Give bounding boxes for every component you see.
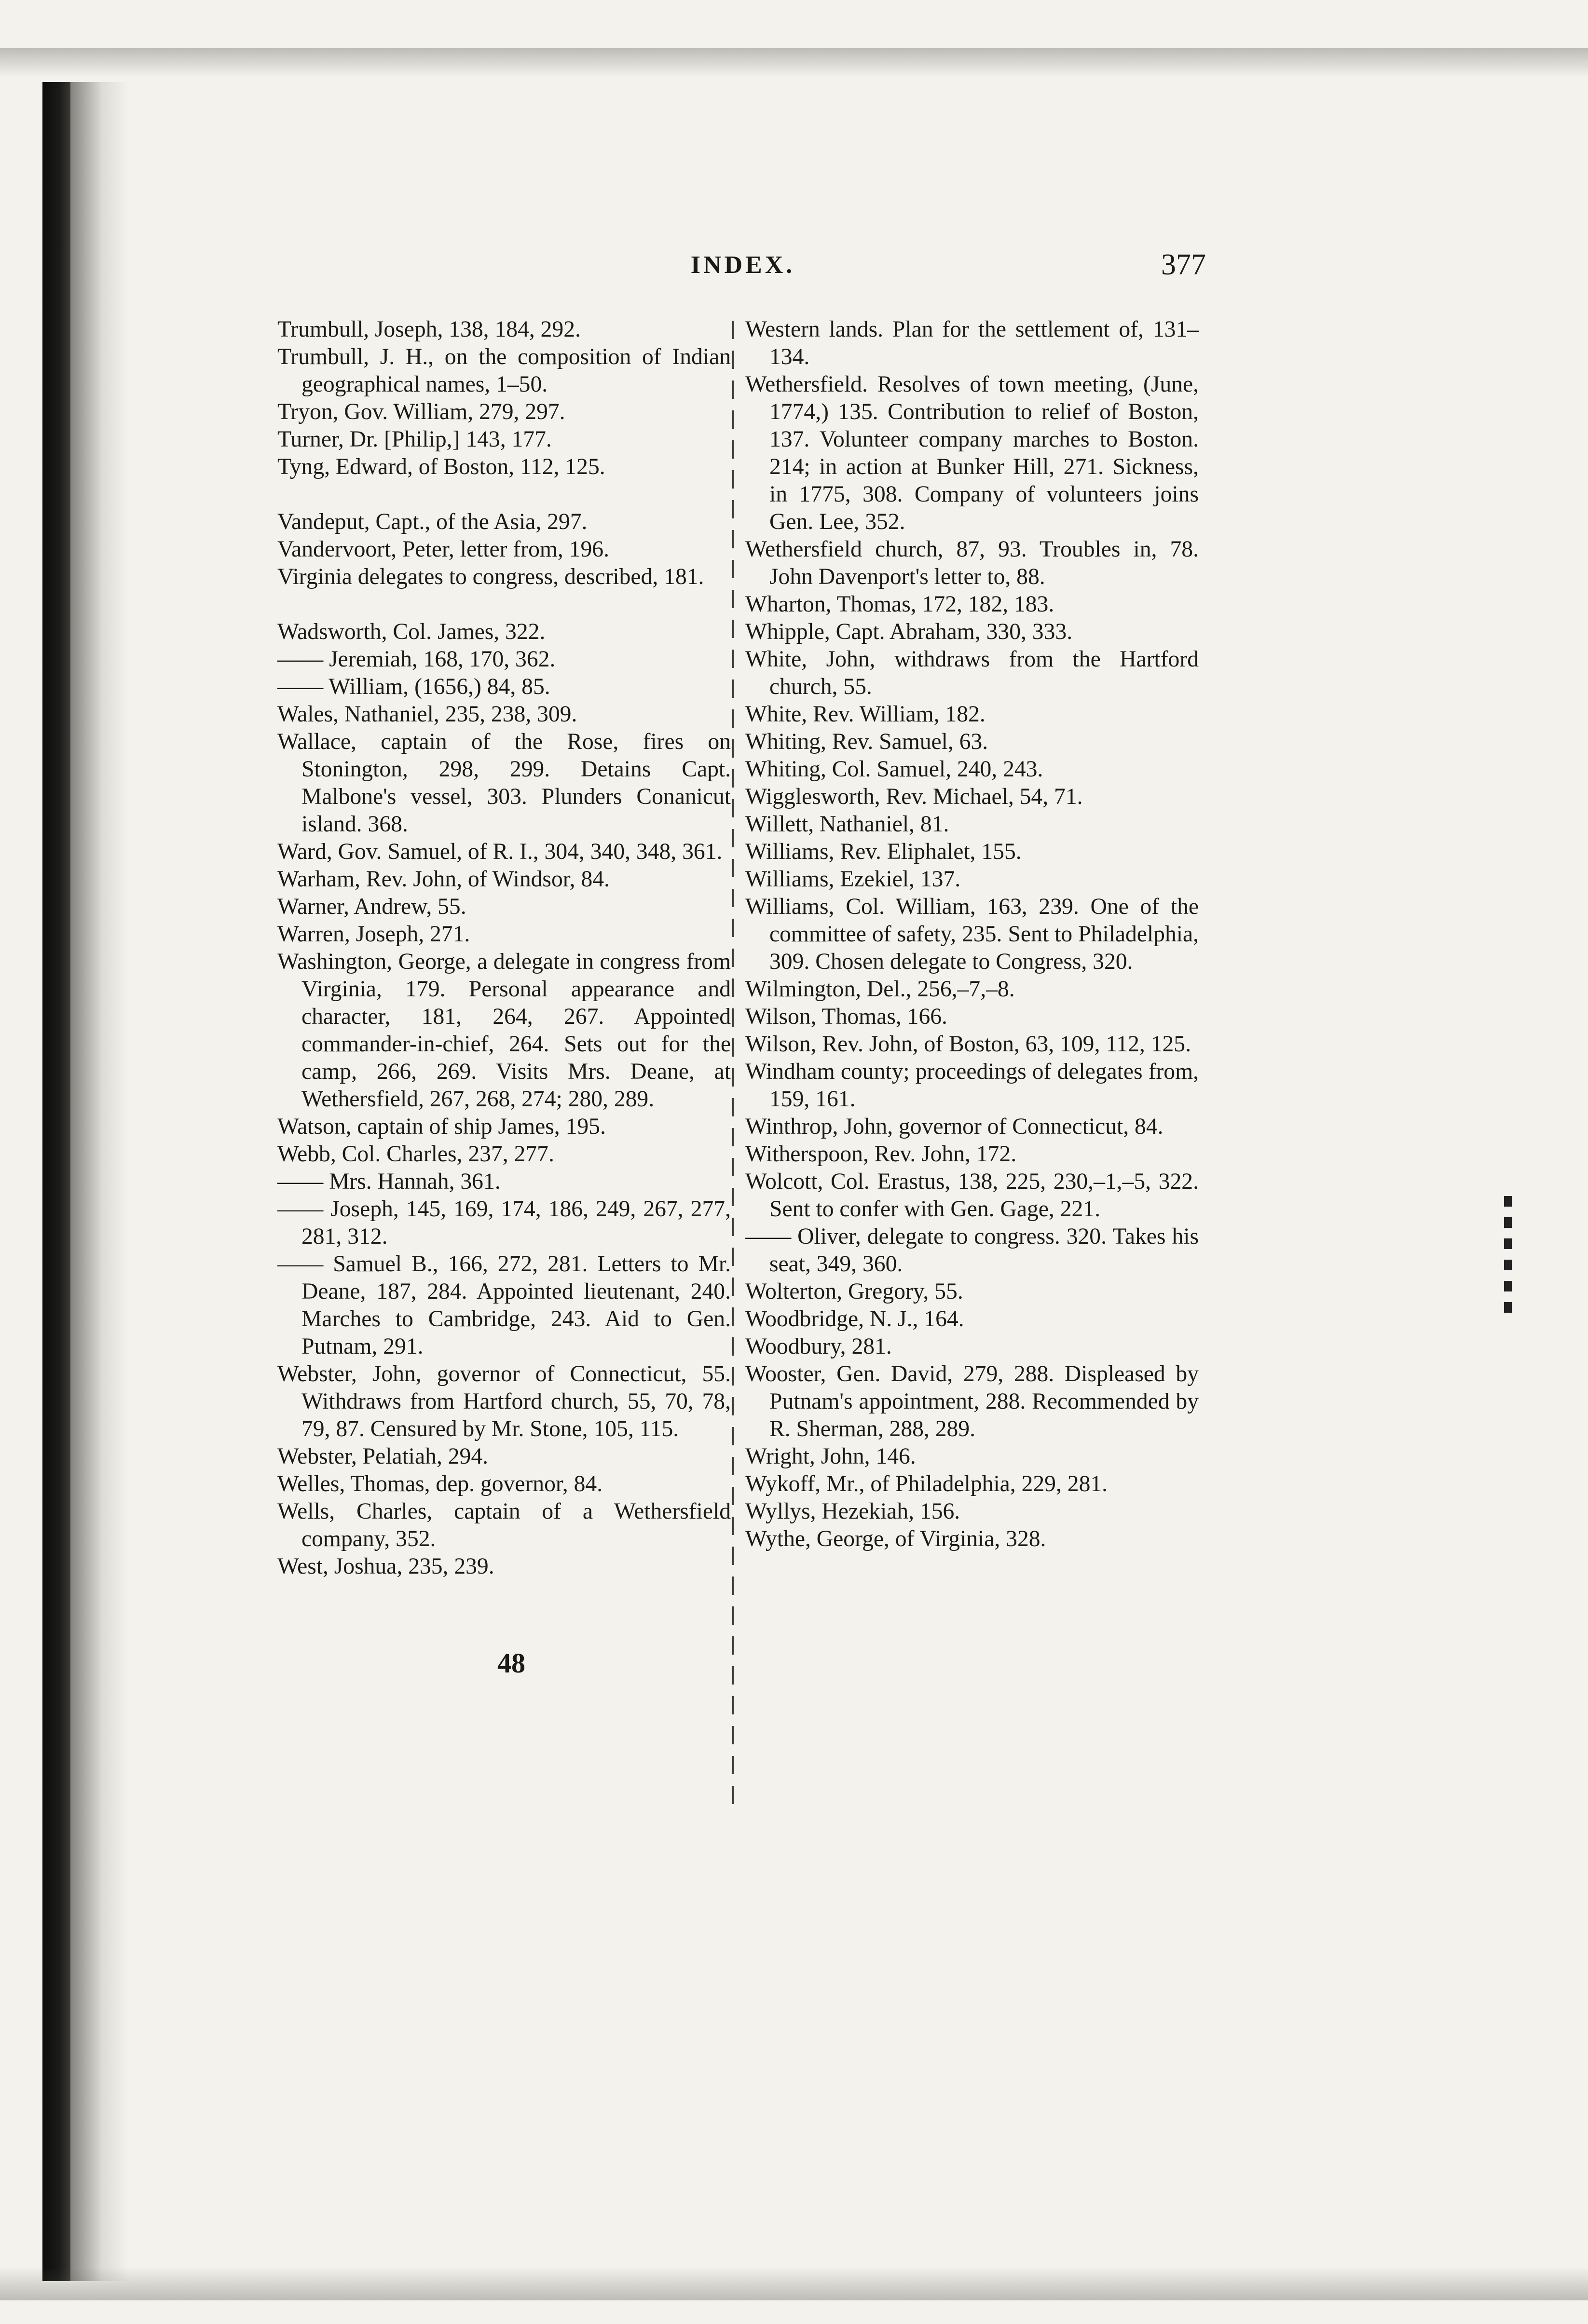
index-entry: Wethersfield church, 87, 93. Troubles in, 78. John Davenport's letter to, 88. xyxy=(745,537,1199,589)
index-entry: Whipple, Capt. Abraham, 330, 333. xyxy=(745,619,1073,644)
index-column-right xyxy=(745,316,1199,1553)
index-entry: West, Joshua, 235, 239. xyxy=(277,1554,494,1579)
page-bottom-shadow xyxy=(0,2267,1588,2300)
index-entry: Whiting, Rev. Samuel, 63. xyxy=(745,729,988,754)
index-entry: White, Rev. William, 182. xyxy=(745,702,986,727)
index-entry: Virginia delegates to congress, described, 181. xyxy=(277,564,704,589)
index-entry: Wilson, Thomas, 166. xyxy=(745,1004,947,1029)
index-entry: Witherspoon, Rev. John, 172. xyxy=(745,1142,1017,1167)
index-entry: Wharton, Thomas, 172, 182, 183. xyxy=(745,592,1054,617)
margin-marks xyxy=(1504,1196,1512,1321)
index-entry: Williams, Ezekiel, 137. xyxy=(745,867,961,892)
index-column-left xyxy=(277,316,731,1580)
index-entry: Washington, George, a delegate in congress from Virginia, 179. Personal appearance and character, 181, 264, 267. Appointed commander-in-chief, 264. Sets out for the camp, 266, 269. Visits Mrs. Deane, at Wethersfield, 267, 268, 274; 280, 289. xyxy=(277,949,731,1112)
index-entry: Ward, Gov. Samuel, of R. I., 304, 340, 348, 361. xyxy=(277,839,723,864)
index-entry: Trumbull, Joseph, 138, 184, 292. xyxy=(277,317,581,342)
index-entry: Warner, Andrew, 55. xyxy=(277,894,466,919)
index-entry: Woodbridge, N. J., 164. xyxy=(745,1306,964,1332)
index-entry: Webster, Pelatiah, 294. xyxy=(277,1444,489,1469)
index-entry: Tyng, Edward, of Boston, 112, 125. xyxy=(277,454,605,479)
index-entry: Trumbull, J. H., on the composition of Indian geographical names, 1–50. xyxy=(277,344,731,397)
index-entry: Western lands. Plan for the settlement of, 131–134. xyxy=(745,317,1199,369)
book-spine-edge xyxy=(42,82,70,2281)
index-entry: Winthrop, John, governor of Connecticut, 84. xyxy=(745,1114,1164,1139)
gutter-shadow xyxy=(70,82,128,2281)
index-entry: Wyllys, Hezekiah, 156. xyxy=(745,1499,960,1524)
index-entry: Warren, Joseph, 271. xyxy=(277,922,470,947)
index-entry: Windham county; proceedings of delegates from, 159, 161. xyxy=(745,1059,1199,1112)
index-entry: Turner, Dr. [Philip,] 143, 177. xyxy=(277,427,552,452)
index-entry: Wales, Nathaniel, 235, 238, 309. xyxy=(277,702,577,727)
index-entry: Williams, Col. William, 163, 239. One of the committee of safety, 235. Sent to Philadelphia, 309. Chosen delegate to Congress, 320. xyxy=(745,894,1199,974)
page-number: 377 xyxy=(1161,248,1206,281)
index-entry: Wells, Charles, captain of a Wethersfield company, 352. xyxy=(277,1499,731,1551)
index-entry: Woodbury, 281. xyxy=(745,1334,892,1359)
index-entry: Wadsworth, Col. James, 322. xyxy=(277,619,546,644)
index-entry: Wilmington, Del., 256,–7,–8. xyxy=(745,977,1015,1002)
index-entry: —— Samuel B., 166, 272, 281. Letters to Mr. Deane, 187, 284. Appointed lieutenant, 240. Marches to Cambridge, 243. Aid to Gen. Putnam, 291. xyxy=(277,1251,731,1359)
signature-mark: 48 xyxy=(497,1647,525,1679)
index-entry: Warham, Rev. John, of Windsor, 84. xyxy=(277,867,610,892)
index-entry: White, John, withdraws from the Hartford church, 55. xyxy=(745,647,1199,699)
index-entry: —— Joseph, 145, 169, 174, 186, 249, 267, 277, 281, 312. xyxy=(277,1196,731,1249)
index-entry: Wigglesworth, Rev. Michael, 54, 71. xyxy=(745,784,1083,809)
index-entry: Webster, John, governor of Connecticut, 55. Withdraws from Hartford church, 55, 70, 78, 79, 87. Censured by Mr. Stone, 105, 115. xyxy=(277,1361,731,1441)
index-entry: Wilson, Rev. John, of Boston, 63, 109, 112, 125. xyxy=(745,1032,1191,1057)
index-entry: Wallace, captain of the Rose, fires on Stonington, 298, 299. Detains Capt. Malbone's vessel, 303. Plunders Conanicut island. 368. xyxy=(277,729,731,837)
index-entry: Wykoff, Mr., of Philadelphia, 229, 281. xyxy=(745,1471,1108,1496)
index-entry: Welles, Thomas, dep. governor, 84. xyxy=(277,1471,603,1496)
index-entry: Vandeput, Capt., of the Asia, 297. xyxy=(277,509,588,534)
index-entry: Webb, Col. Charles, 237, 277. xyxy=(277,1142,554,1167)
entry-gap xyxy=(277,481,731,508)
index-entry: Wolterton, Gregory, 55. xyxy=(745,1279,963,1304)
page-top-shadow xyxy=(0,48,1588,77)
index-entry: —— Jeremiah, 168, 170, 362. xyxy=(277,647,556,672)
index-entry: —— Mrs. Hannah, 361. xyxy=(277,1169,501,1194)
index-entry: Vandervoort, Peter, letter from, 196. xyxy=(277,537,609,562)
index-entry: Wooster, Gen. David, 279, 288. Displeased by Putnam's appointment, 288. Recommended by R. Sherman, 288, 289. xyxy=(745,1361,1199,1441)
index-entry: —— William, (1656,) 84, 85. xyxy=(277,674,550,699)
index-entry: Watson, captain of ship James, 195. xyxy=(277,1114,606,1139)
page-title: INDEX. xyxy=(690,251,795,279)
index-entry: Whiting, Col. Samuel, 240, 243. xyxy=(745,757,1043,782)
index-entry: Williams, Rev. Eliphalet, 155. xyxy=(745,839,1022,864)
index-entry: Tryon, Gov. William, 279, 297. xyxy=(277,399,565,424)
index-entry: Wethersfield. Resolves of town meeting, (June, 1774,) 135. Contribution to relief of Boston, 137. Volunteer company marches to Boston. 214; in action at Bunker Hill, 271. Sickness, in 1775, 308. Company of volunteers joins Gen. Lee, 352. xyxy=(745,372,1199,534)
index-entry: Willett, Nathaniel, 81. xyxy=(745,812,949,837)
entry-gap xyxy=(277,591,731,618)
index-entry: —— Oliver, delegate to congress. 320. Takes his seat, 349, 360. xyxy=(745,1224,1199,1277)
index-entry: Wright, John, 146. xyxy=(745,1444,916,1469)
column-divider xyxy=(732,321,734,1816)
index-entry: Wolcott, Col. Erastus, 138, 225, 230,–1,–5, 322. Sent to confer with Gen. Gage, 221. xyxy=(745,1169,1199,1222)
index-entry: Wythe, George, of Virginia, 328. xyxy=(745,1526,1046,1551)
running-head xyxy=(280,248,1206,289)
